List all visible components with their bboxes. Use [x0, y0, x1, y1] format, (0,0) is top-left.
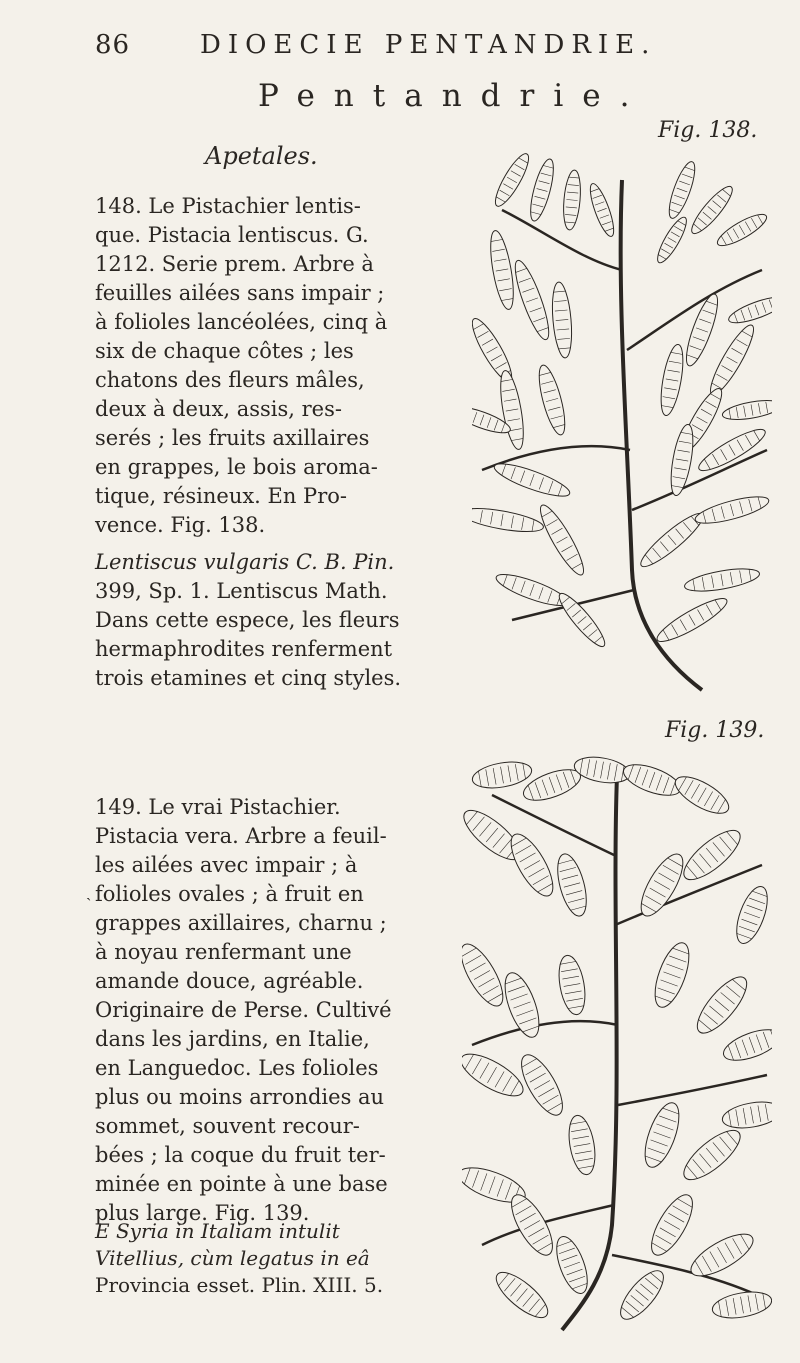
entry-148-line: chatons des fleurs mâles, [95, 368, 365, 392]
synonymy-line: hermaphrodites renferment [95, 637, 393, 661]
entry-149-line: Originaire de Perse. Cultivé [95, 998, 392, 1022]
entry-148-line: en grappes, le bois aroma- [95, 455, 378, 479]
entry-149-line: grappes axillaires, charnu ; [95, 911, 387, 935]
entry-149-line: bées ; la coque du fruit ter- [95, 1143, 386, 1167]
entry-149-line: plus large. Fig. 139. [95, 1201, 310, 1225]
page-number: 86 [95, 30, 131, 60]
figure-138-label: Fig. 138. [658, 118, 758, 143]
subsection-title: Apetales. [205, 142, 318, 170]
entry-149-line: Pistacia vera. Arbre a feuil- [95, 824, 387, 848]
figure-139-engraving [462, 755, 772, 1335]
leaf-engraving [721, 397, 772, 423]
synonymy-line: Lentiscus vulgaris C. B. Pin. [95, 550, 395, 574]
entry-149-line: folioles ovales ; à fruit en [95, 882, 364, 906]
entry-148-line: 148. Le Pistachier lentis- [95, 194, 361, 218]
entry-149-line: 149. Le vrai Pistachier. [95, 795, 341, 819]
quote-line: Provincia esset. Plin. XIII. 5. [95, 1273, 384, 1297]
entry-149-line: dans les jardins, en Italie, [95, 1027, 370, 1051]
entry-149-line: les ailées avec impair ; à [95, 853, 358, 877]
figure-138-engraving [472, 150, 772, 695]
quote-line: Vitellius, cùm legatus in eâ [95, 1246, 370, 1270]
entry-148-line: 1212. Serie prem. Arbre à [95, 252, 374, 276]
entry-148-line: deux à deux, assis, res- [95, 397, 342, 421]
figure-139-label: Fig. 139. [665, 718, 765, 743]
entry-148-line: que. Pistacia lentiscus. G. [95, 223, 369, 247]
synonymy-line: trois etamines et cinq styles. [95, 666, 402, 690]
synonymy-line: 399, Sp. 1. Lentiscus Math. [95, 579, 388, 603]
entry-148-line: six de chaque côtes ; les [95, 339, 354, 363]
pliny-quote [95, 1218, 425, 1299]
entry-148-line: à folioles lancéolées, cinq à [95, 310, 388, 334]
entry-148-line: vence. Fig. 138. [95, 513, 266, 537]
entry-149-line: amande douce, agréable. [95, 969, 364, 993]
entry-148-line: tique, résineux. En Pro- [95, 484, 347, 508]
leaf-engraving [462, 1046, 529, 1104]
leaf-engraving [462, 938, 511, 1012]
entry-149-line: sommet, souvent recour- [95, 1114, 360, 1138]
entry-148-line: feuilles ailées sans impair ; [95, 281, 385, 305]
section-title: Pentandrie. [258, 78, 649, 114]
entry-148-line: serés ; les fruits axillaires [95, 426, 370, 450]
entry-148-paragraph [95, 192, 425, 540]
synonymy-line: Dans cette espece, les fleurs [95, 608, 400, 632]
leaf-engraving [720, 1098, 772, 1132]
entry-149-line: minée en pointe à une base [95, 1172, 388, 1196]
running-title: DIOECIE PENTANDRIE. [200, 30, 657, 60]
entry-149-line: à noyau renfermant une [95, 940, 352, 964]
entry-149-line: en Languedoc. Les folioles [95, 1056, 379, 1080]
entry-149-line: plus ou moins arrondies au [95, 1085, 385, 1109]
quote-line: E Syria in Italiam intulit [95, 1219, 340, 1243]
entry-148-synonymy [95, 548, 425, 693]
entry-149-paragraph [95, 793, 425, 1228]
leaf-engraving [720, 1023, 772, 1066]
margin-mark: ˎ [86, 882, 92, 901]
